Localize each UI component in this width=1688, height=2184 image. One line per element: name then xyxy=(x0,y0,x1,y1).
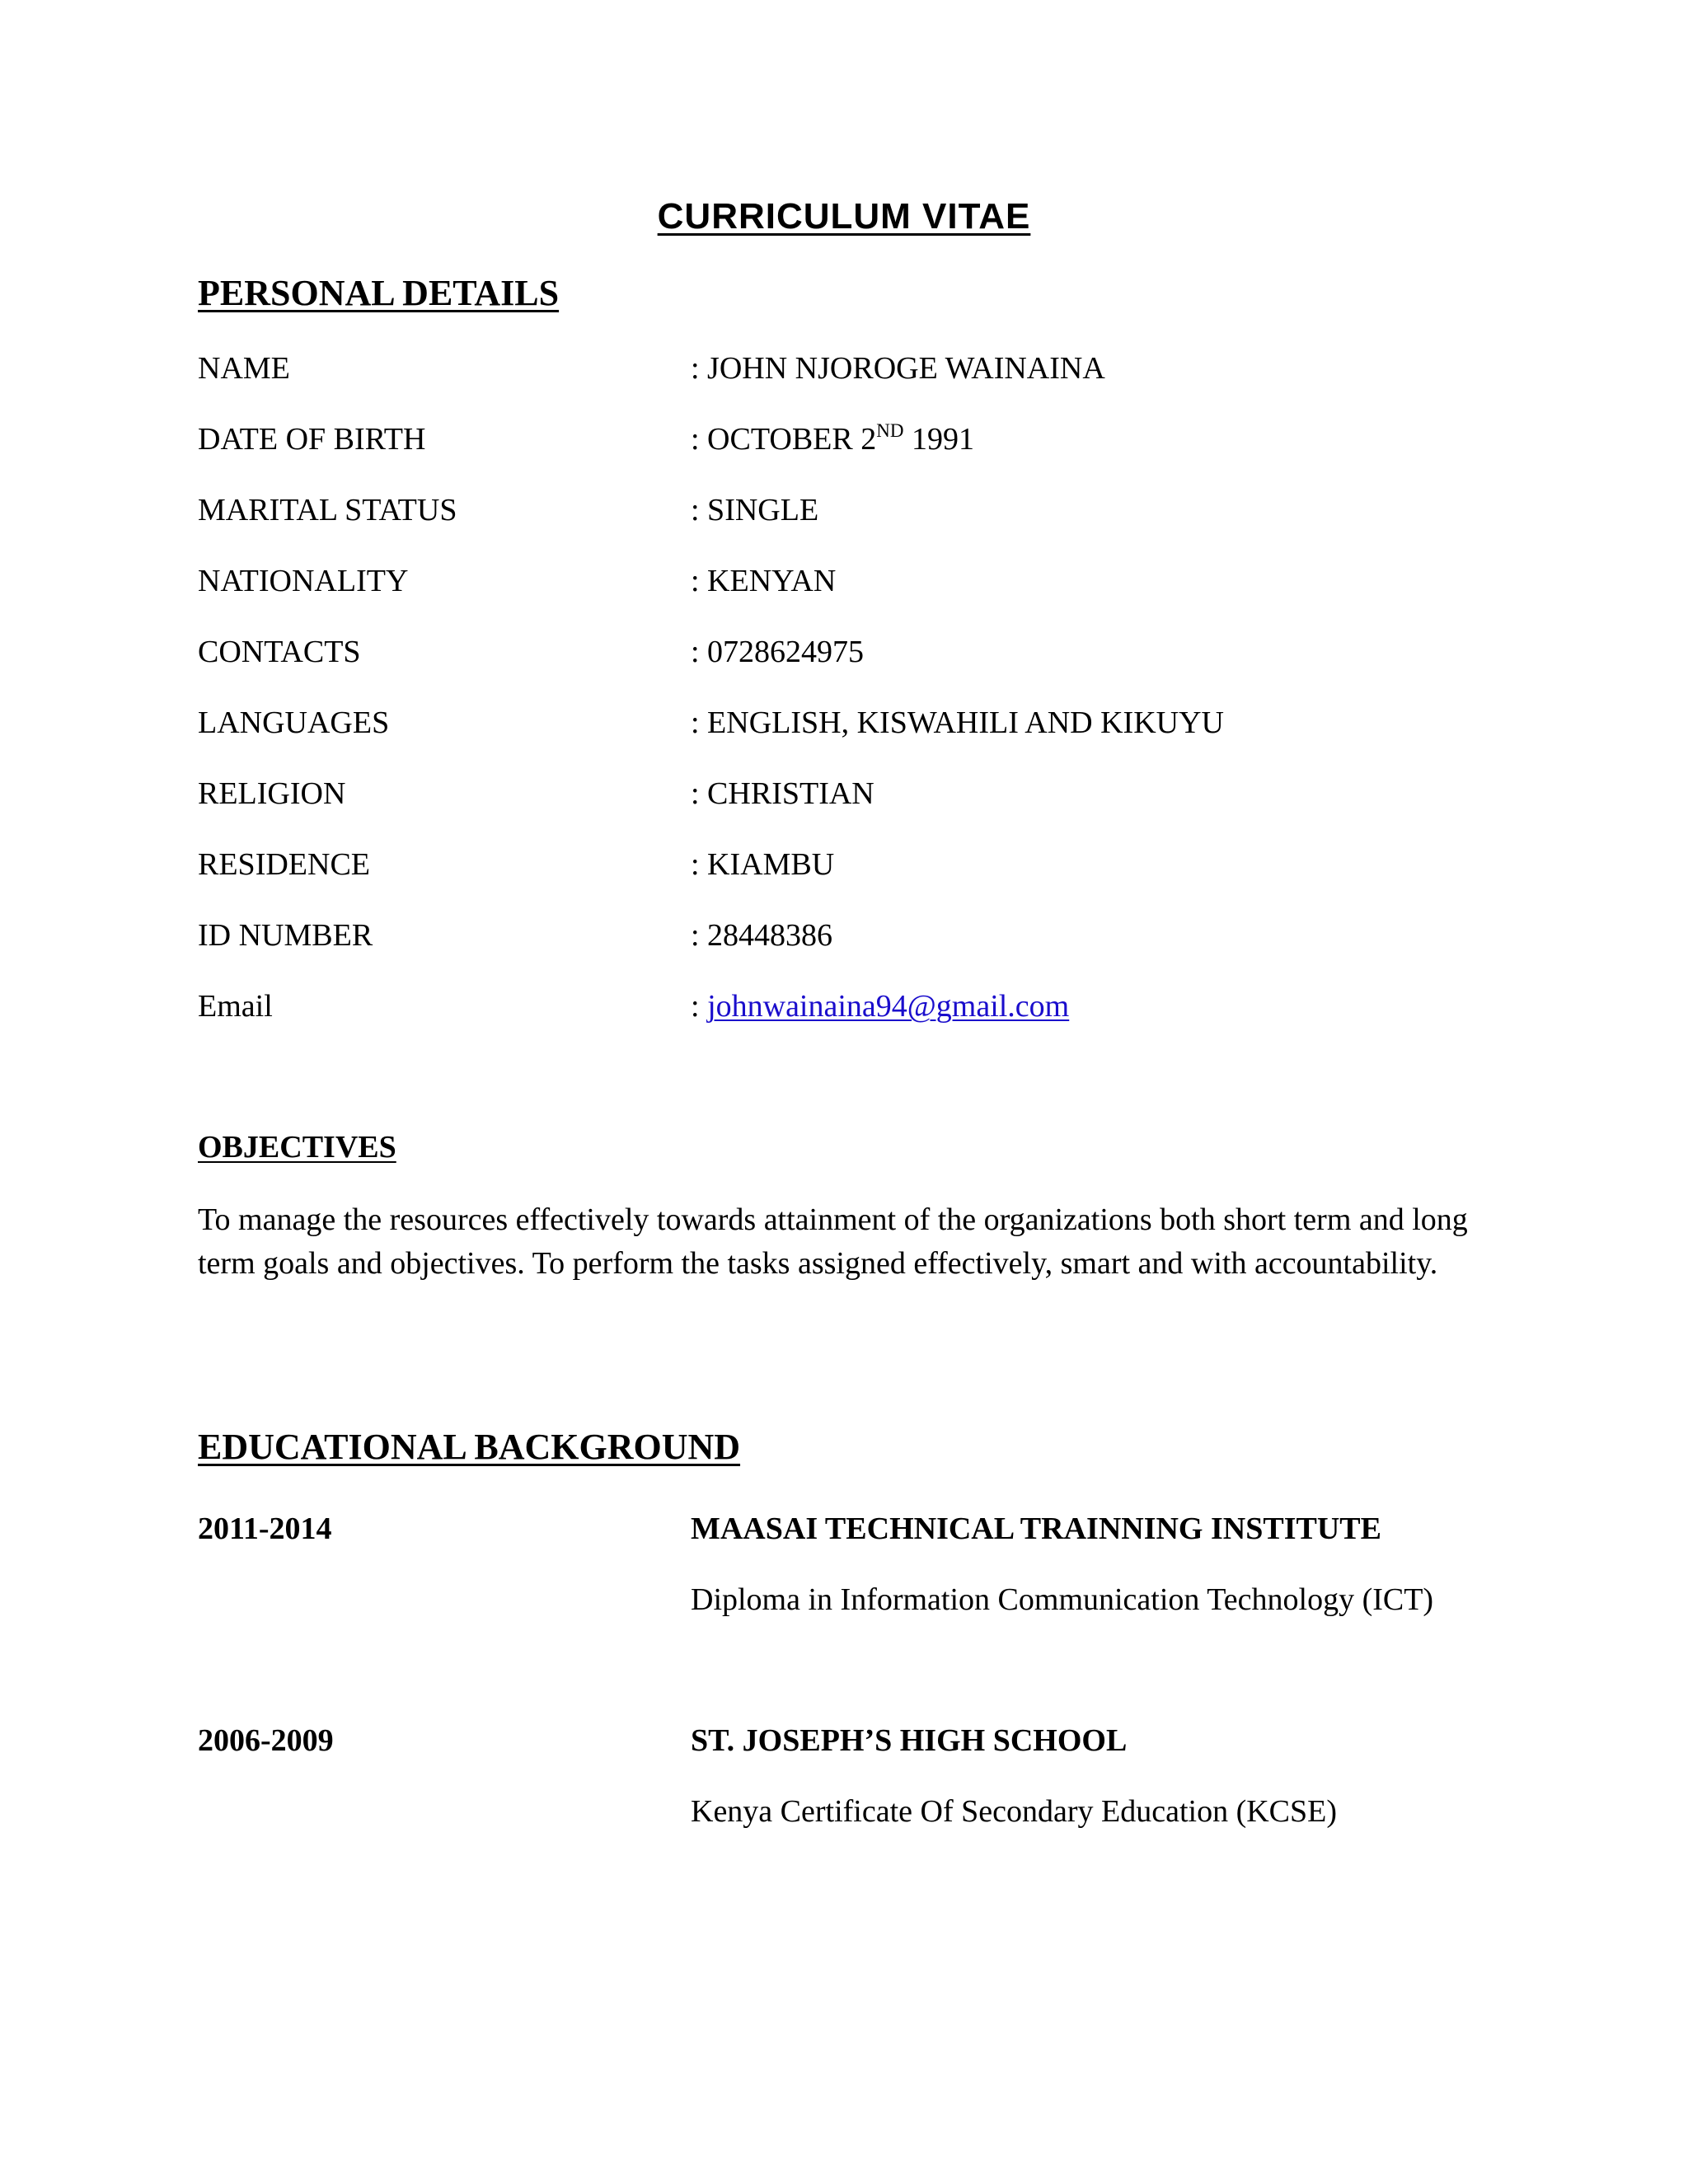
detail-value xyxy=(691,419,974,460)
detail-row-name xyxy=(198,348,1517,389)
email-colon: : xyxy=(691,989,708,1024)
detail-row-languages xyxy=(198,702,1517,743)
detail-value xyxy=(691,986,1069,1027)
detail-value: : 0728624975 xyxy=(691,635,865,669)
education-qualification: Kenya Certificate Of Secondary Education (KCSE) xyxy=(691,1794,1338,1829)
detail-row-email xyxy=(198,986,1517,1027)
detail-label: MARITAL STATUS xyxy=(198,493,457,527)
detail-label: Email xyxy=(198,989,273,1024)
detail-label: NATIONALITY xyxy=(198,564,409,598)
detail-row-religion xyxy=(198,773,1517,814)
document-title: CURRICULUM VITAE xyxy=(657,196,1031,237)
detail-value: : 28448386 xyxy=(691,918,833,953)
detail-label: ID NUMBER xyxy=(198,918,373,953)
detail-value: : SINGLE xyxy=(691,493,819,527)
detail-value: : KIAMBU xyxy=(691,847,835,882)
detail-value: : JOHN NJOROGE WAINAINA xyxy=(691,351,1105,386)
detail-row-id-number xyxy=(198,915,1517,956)
detail-value: : CHRISTIAN xyxy=(691,776,874,811)
detail-value: : KENYAN xyxy=(691,564,837,598)
personal-details-heading: PERSONAL DETAILS xyxy=(198,273,560,313)
objectives-heading: OBJECTIVES xyxy=(198,1130,396,1165)
dob-year: 1991 xyxy=(903,422,974,457)
detail-label: DATE OF BIRTH xyxy=(198,422,426,457)
education-qualification: Diploma in Information Communication Technology (ICT) xyxy=(691,1582,1434,1617)
detail-row-nationality xyxy=(198,560,1517,602)
detail-label: NAME xyxy=(198,351,290,386)
education-years: 2011-2014 xyxy=(198,1511,332,1546)
detail-row-contacts xyxy=(198,631,1517,673)
detail-label: LANGUAGES xyxy=(198,705,390,740)
detail-label: RESIDENCE xyxy=(198,847,370,882)
objectives-paragraph: To manage the resources effectively towards attainment of the organizations both short term and long term goals and objectives. To perform the tasks assigned effectively, smart and with accountability. xyxy=(198,1202,1468,1281)
education-heading: EDUCATIONAL BACKGROUND xyxy=(198,1427,741,1467)
detail-label: CONTACTS xyxy=(198,635,361,669)
detail-row-date-of-birth xyxy=(198,419,1517,460)
education-years: 2006-2009 xyxy=(198,1723,334,1758)
detail-row-residence xyxy=(198,844,1517,885)
detail-value: : ENGLISH, KISWAHILI AND KIKUYU xyxy=(691,705,1224,740)
education-institution: MAASAI TECHNICAL TRAINNING INSTITUTE xyxy=(691,1511,1381,1546)
dob-day: : OCTOBER 2 xyxy=(691,422,877,457)
detail-row-marital-status xyxy=(198,490,1517,531)
education-institution: ST. JOSEPH’S HIGH SCHOOL xyxy=(691,1723,1128,1758)
email-link[interactable]: johnwainaina94@gmail.com xyxy=(707,989,1070,1024)
detail-label: RELIGION xyxy=(198,776,346,811)
dob-ordinal-suffix: ND xyxy=(876,420,904,441)
